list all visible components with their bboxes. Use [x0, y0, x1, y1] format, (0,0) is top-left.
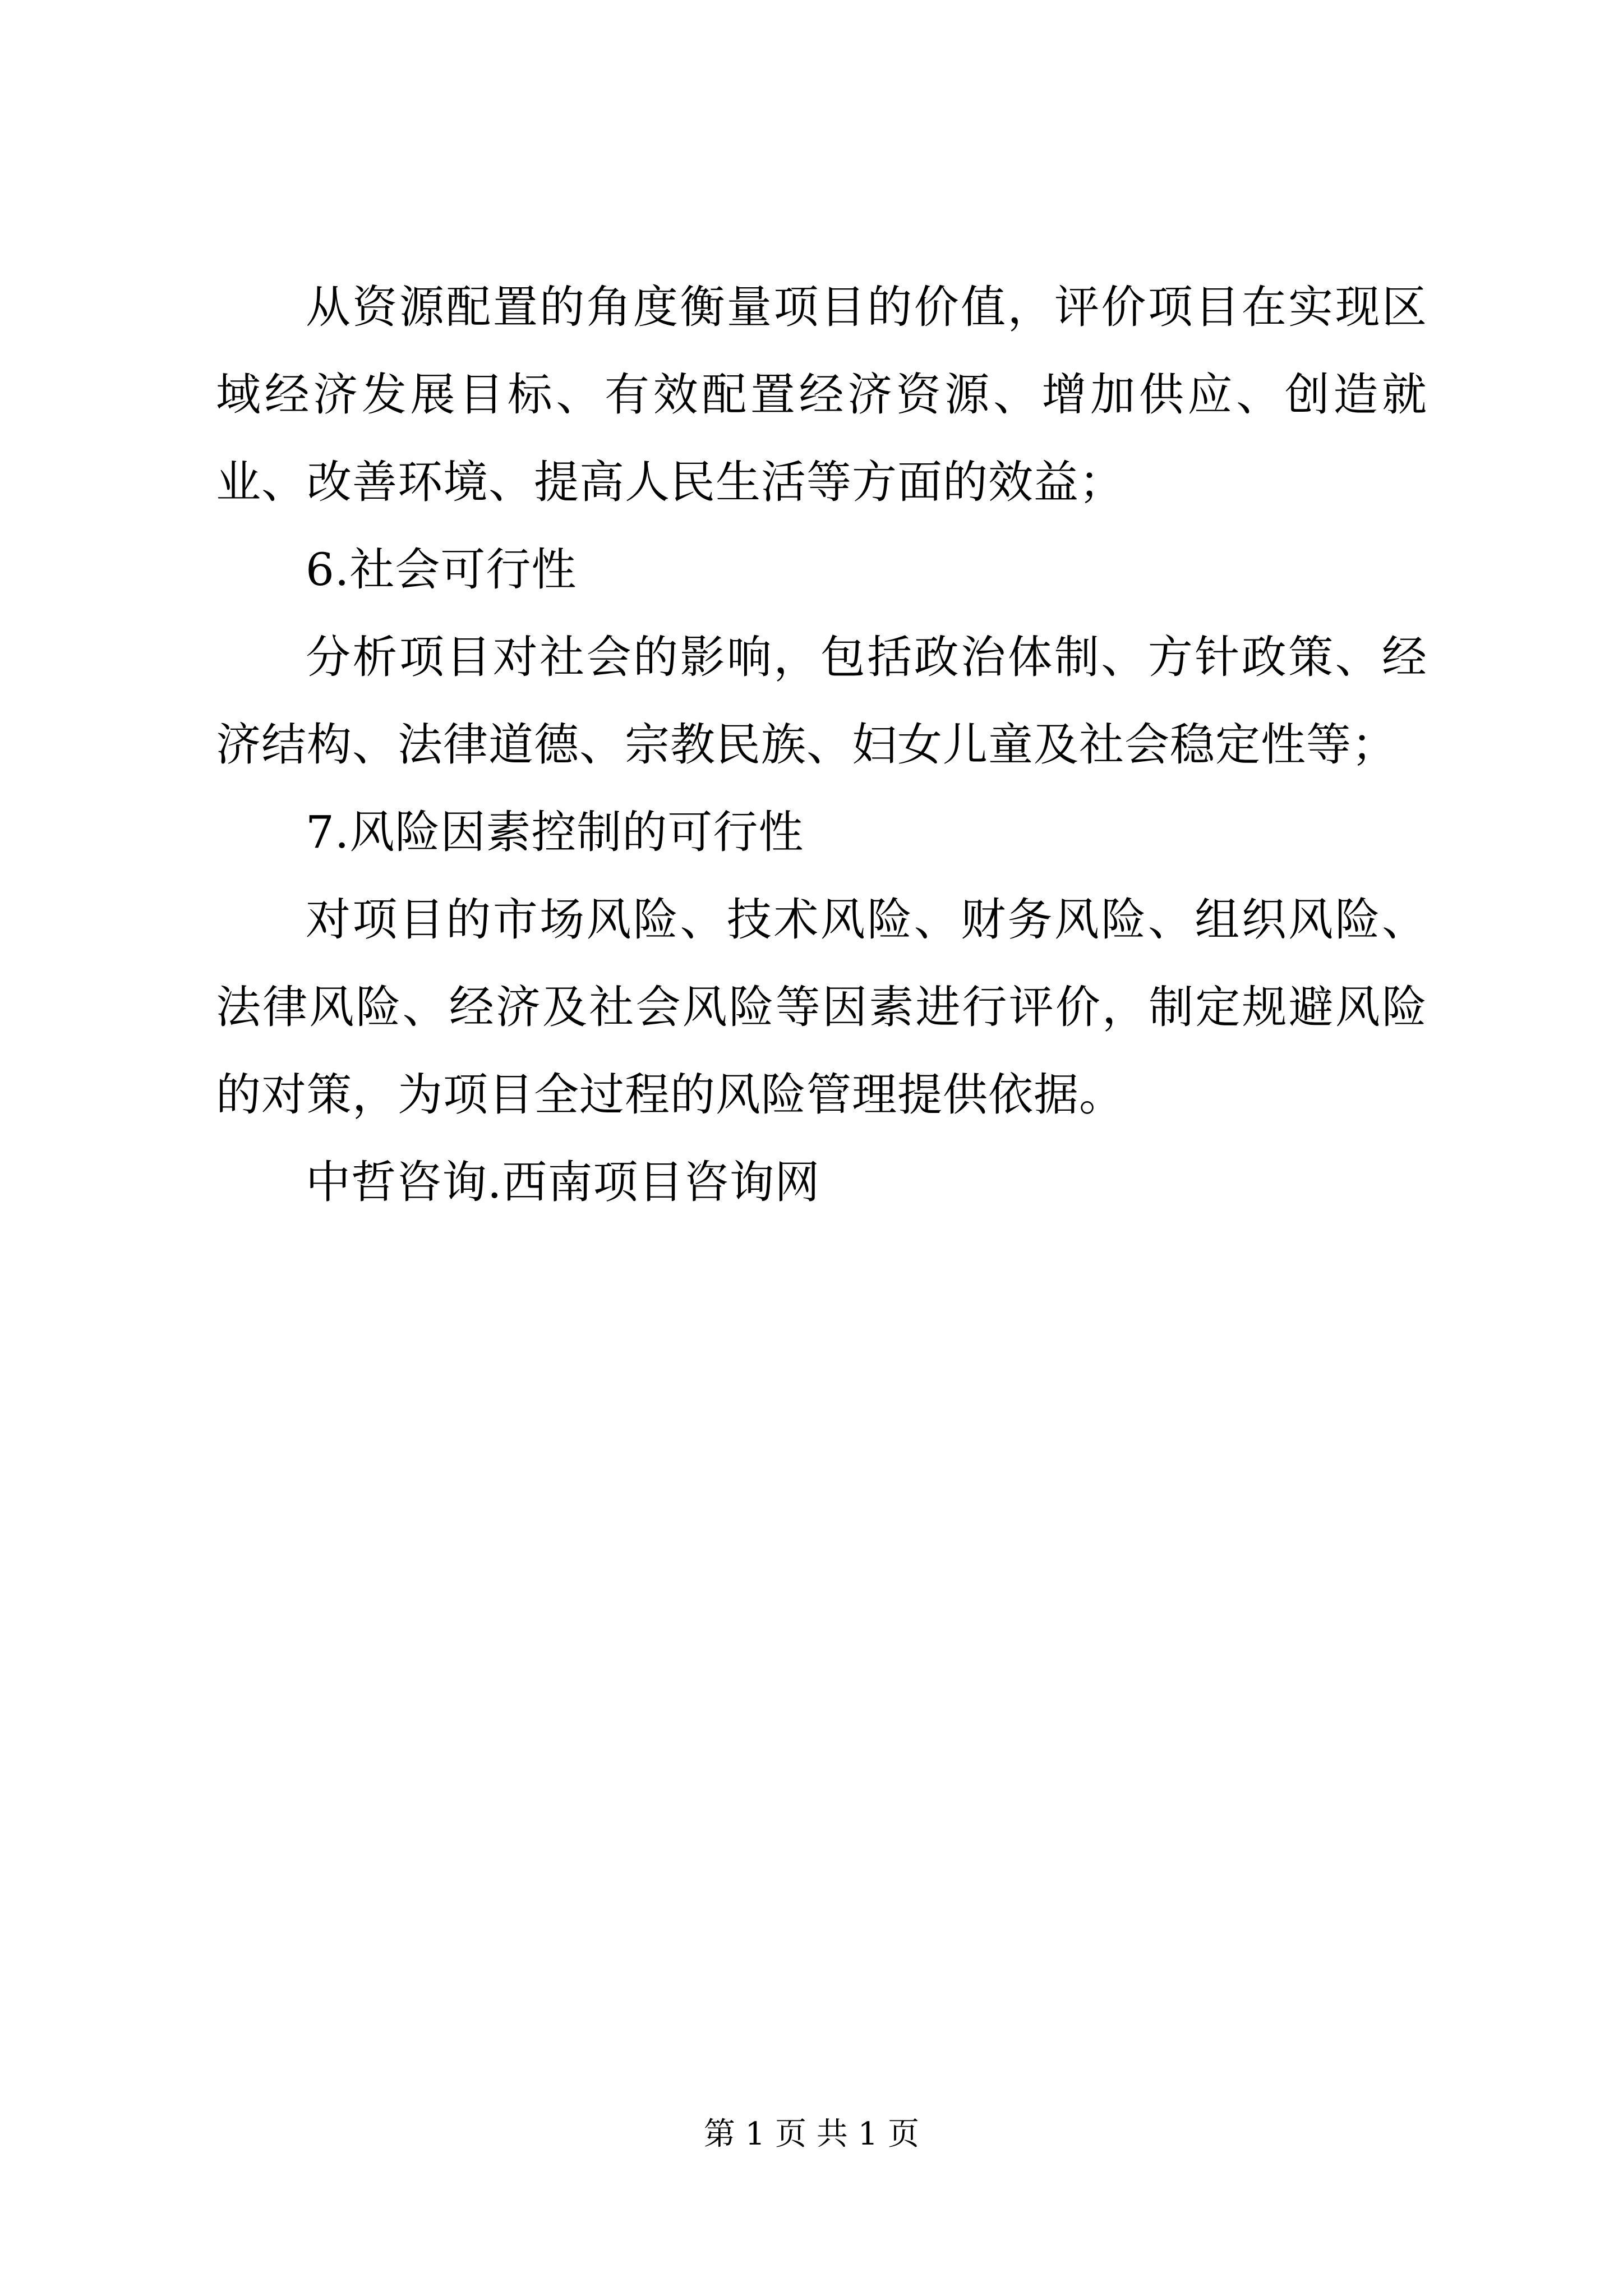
paragraph-social-impact: 分析项目对社会的影响，包括政治体制、方针政策、经济结构、法律道德、宗教民族、妇女儿童及社会稳定性等；: [216, 631, 1427, 771]
source-attribution: 中哲咨询.西南项目咨询网: [306, 1156, 820, 1208]
paragraph-economic-benefit: 从资源配置的角度衡量项目的价值，评价项目在实现区域经济发展目标、有效配置经济资源、增加供应、创造就业、改善环境、提高人民生活等方面的效益；: [216, 281, 1427, 508]
paragraph-risk-evaluation: 对项目的市场风险、技术风险、财务风险、组织风险、法律风险、经济及社会风险等因素进行评价，制定规避风险的对策，为项目全过程的风险管理提供依据。: [216, 894, 1427, 1121]
heading-social-feasibility: 6.社会可行性: [306, 544, 577, 596]
document-body: [216, 264, 1427, 1226]
heading-risk-control: 7.风险因素控制的可行性: [306, 806, 804, 858]
page-footer: 第 1 页 共 1 页: [703, 2116, 920, 2152]
